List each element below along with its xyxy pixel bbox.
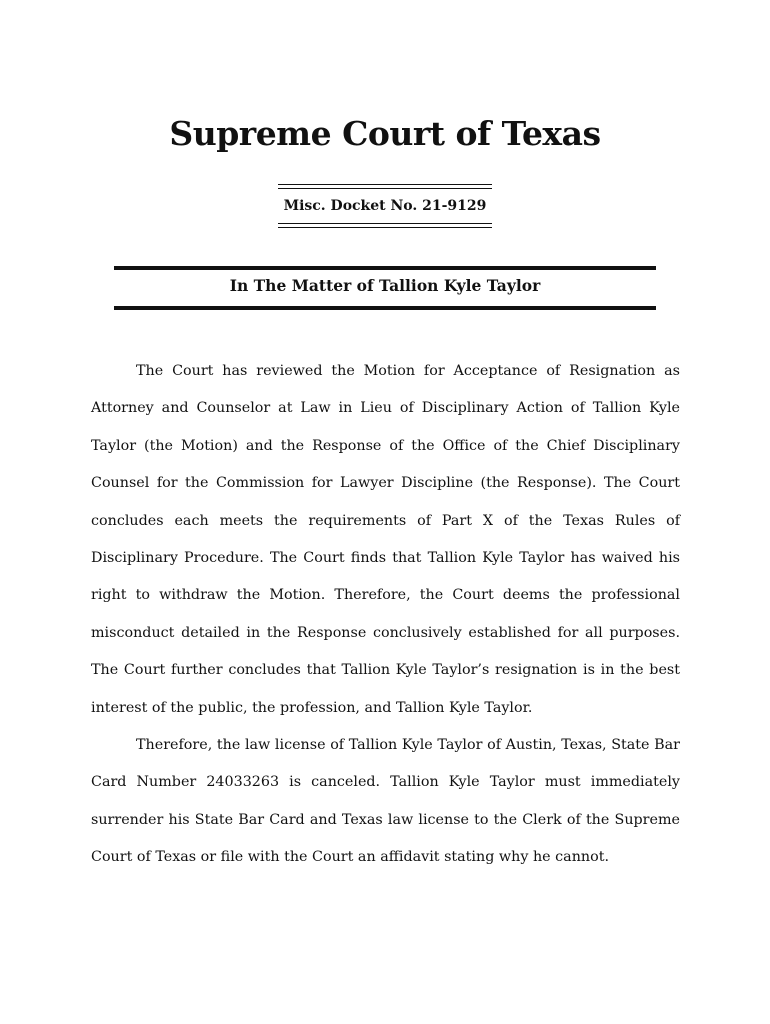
paragraph-1: The Court has reviewed the Motion for Acceptance of Resignation as Attorney and Counselor at Law in Lieu of Disciplinary Action of Tallion Kyle Taylor (the Motion) and the Response of the Office of the Chief Disciplinary Counsel for the Commission for Lawyer Discipline (the Response). The Court concludes each meets the requirements of Part X of the Texas Rules of Disciplinary Procedure. The Court finds that Tallion Kyle Taylor has waived his right to withdraw the Motion. Therefore, the Court deems the professional misconduct detailed in the Response conclusively established for all purposes. The Court further concludes that Tallion Kyle Taylor’s resignation is in the best interest of the public, the profession, and Tallion Kyle Taylor.: [91, 363, 680, 716]
docket-number: Misc. Docket No. 21-9129: [283, 198, 487, 214]
order-body: [91, 353, 680, 877]
docket-bottom-rule: [278, 223, 492, 228]
matter-title: In The Matter of Tallion Kyle Taylor: [229, 276, 541, 295]
court-title: Supreme Court of Texas: [169, 114, 601, 153]
matter-top-rule: [114, 266, 656, 270]
matter-bottom-rule: [114, 306, 656, 310]
docket-top-rule: [278, 184, 492, 189]
paragraph-2: Therefore, the law license of Tallion Kyle Taylor of Austin, Texas, State Bar Card Number 24033263 is canceled. Tallion Kyle Taylor must immediately surrender his State Bar Card and Texas law license to the Clerk of the Supreme Court of Texas or file with the Court an affidavit stating why he cannot.: [91, 737, 680, 866]
